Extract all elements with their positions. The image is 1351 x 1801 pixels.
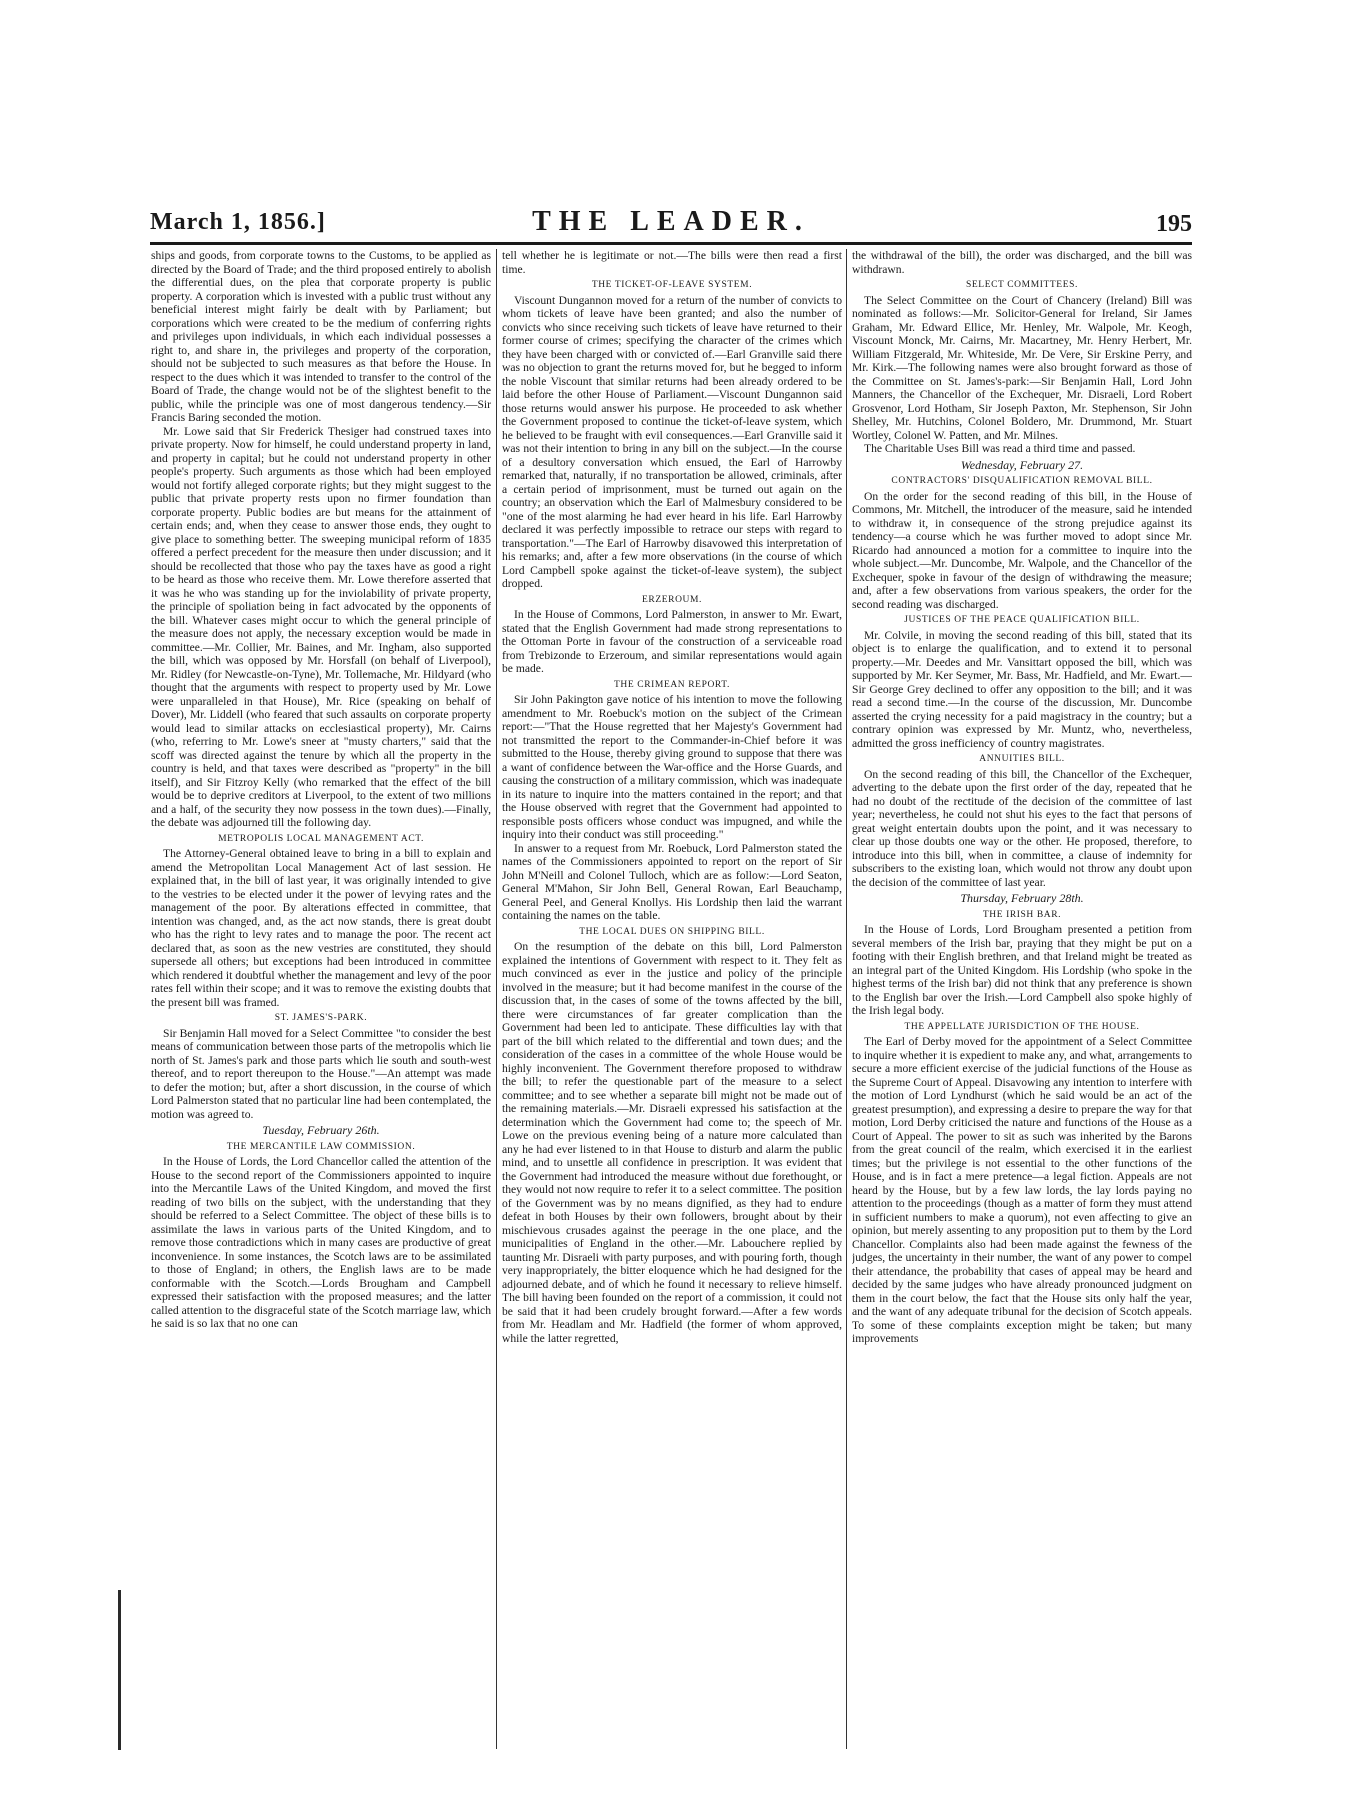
paragraph: In answer to a request from Mr. Roebuck, Lord Palmerston stated the names of the Commissioners appointed to report on the report of Sir John M'Neill and Colonel Tulloch, which are as follow:—Lord Seaton, General M'Mahon, Sir John Bell, General Rowan, Earl Beauchamp, General Peel, and General Knollys. His Lordship then laid the warrant containing the names on the table. [502,841,842,922]
section-heading: THE IRISH BAR. [982,909,1062,920]
newspaper-title: THE LEADER. [532,206,810,237]
paragraph: Mr. Colvile, in moving the second reading of this bill, stated that its object is to enlarge the qualification, and to extend it to personal property.—Mr. Deedes and Mr. Vansittart opposed the bill, which was supported by Mr. Ker Seymer, Mr. Bass, Mr. Hadfield, and Mr. Ewart.—Sir George Grey declined to offer any opposition to the bill; and it was read a second time.—In the course of the discussion, Mr. Duncombe asserted the crying necessity for a paid magistracy in the country; but a contrary opinion was expressed by Mr. Muntz, who, nevertheless, admitted the gross inefficiency of country magistrates. [852,628,1192,750]
column-2 [502,249,842,1749]
paragraph: In the House of Lords, Lord Brougham presented a petition from several members of the Irish bar, praying that they might be put on a footing with their English brethren, and that Ireland might be treated as an integral part of the United Kingdom. His Lordship (who spoke in the highest terms of the Irish bar) did not think that any preference is shown to the English bar over the Irish.—Lord Campbell also spoke highly of the Irish legal body. [852,923,1192,1017]
issue-date: March 1, 1856.] [150,209,326,235]
paragraph: Sir John Pakington gave notice of his intention to move the following amendment to Mr. Roebuck's motion on the subject of the Crimean report:—"That the House regretted that her Majesty's Government had not transmitted the report to the Commander-in-Chief before it was submitted to the House, thereby giving ground to suppose that there was a want of confidence between the War-office and the Horse Guards, and causing the construction of a military commission, which was inadequate in its nature to inquire into the matters contained in the report; and that the House observed with regret that the Government had appointed to responsible posts officers whose conduct was impugned, and while the inquiry into their conduct was still proceeding." [502,693,842,841]
paragraph: the withdrawal of the bill), the order was discharged, and the bill was withdrawn. [852,249,1192,276]
page-number: 195 [1156,211,1192,237]
column-divider [846,249,847,1749]
paragraph: In the House of Commons, Lord Palmerston, in answer to Mr. Ewart, stated that the English Government had made strong representations to the Ottoman Porte in favour of the construction of a serviceable road from Trebizonde to Erzeroum, and similar representations would again be made. [502,608,842,675]
paragraph: The Select Committee on the Court of Chancery (Ireland) Bill was nominated as follows:—Mr. Solicitor-General for Ireland, Sir James Graham, Mr. Edward Ellice, Mr. Henley, Mr. Walpole, Mr. Keogh, Viscount Monck, Mr. Cairns, Mr. Macartney, Mr. Henry Herbert, Mr. William Fitzgerald, Mr. Whiteside, Mr. De Vere, Sir Erskine Perry, and Mr. Kirk.—The following names were also brought forward as those of the Committee on St. James's-park:—Sir Benjamin Hall, Lord John Manners, the Chancellor of the Exchequer, Mr. Disraeli, Lord Robert Grosvenor, Lord Hotham, Sir Joseph Paxton, Mr. Stephenson, Sir John Shelley, Mr. Hutchins, Colonel Boldero, Mr. Drummond, Mr. Stuart Wortley, Colonel W. Patten, and Mr. Milnes. [852,293,1192,442]
section-heading: THE CRIMEAN REPORT. [614,679,730,690]
column-divider [496,249,497,1749]
paragraph: The Attorney-General obtained leave to bring in a bill to explain and amend the Metropolitan Local Management Act of last session. He explained that, in the bill of last year, it was originally intended to give to the vestries to be elected under it the power of levying rates and the management of the poor. By alterations effected in committee, that intention was changed, and, as the act now stands, there is great doubt who has the right to levy rates and to manage the poor. The recent act declared that, as soon as the new vestries are constituted, they should supersede all others; but exceptions had been introduced in committee which rendered it doubtful whether the management and levy of the poor rates fell within their scope; and it was to remove the existing doubts that the present bill was framed. [151,847,491,1009]
masthead-rule [150,242,1192,245]
margin-scan-mark [118,1590,121,1750]
section-heading: ANNUITIES BILL. [979,754,1065,764]
column-3 [852,249,1192,1749]
paragraph: Sir Benjamin Hall moved for a Select Committee "to consider the best means of communication between those parts of the metropolis which lie north of St. James's park and those parts which lie south and south-west thereof, and to report thereupon to the House."—An attempt was made to defer the motion; but, after a short discussion, in the course of which Lord Palmerston stated that no particular line had been contemplated, the motion was agreed to. [151,1026,491,1121]
section-heading: ERZEROUM. [641,594,703,605]
paragraph: ships and goods, from corporate towns to the Customs, to be applied as directed by the Board of Trade; and the third proposed entirely to abolish the differential dues, on the plea that corporate property is public property. A corporation which is invested with a public trust without any beneficial interest might fairly be dealt with by Parliament; but corporations which were created to be the medium of conferring rights and privileges upon individuals, in which each individual possesses a right to, and share in, the privileges and property of the corporation, should not be subjected to such measures as that before the House. In respect to the dues which it was intended to transfer to the control of the Board of Trade, the change would not be of the slightest benefit to the public, while the principle was one of most dangerous tendency.—Sir Francis Baring seconded the motion. [151,249,491,424]
paragraph: On the second reading of this bill, the Chancellor of the Exchequer, adverting to the debate upon the first order of the day, repeated that he had no doubt of the rectitude of the decision of the committee of last year; nevertheless, he could not shut his eyes to the fact that persons of great weight entertain doubts upon the point, and it was necessary to clear up those doubts one way or the other. He proposed, therefore, to introduce into this bill, when in committee, a clause of indemnity for subscribers to the existing loan, which would not throw any doubt upon the decision of the committee of last year. [852,767,1192,889]
section-heading: JUSTICES OF THE PEACE QUALIFICATION BILL. [904,615,1140,625]
paragraph: The Earl of Derby moved for the appointment of a Select Committee to inquire whether it is expedient to make any, and what, arrangements to secure a more efficient exercise of the judicial functions of the House as the Supreme Court of Appeal. Disavowing any intention to interfere with the motion of Lord Lyndhurst (which he said would be an act of the greatest presumption), and expressing a desire to prepare the way for that motion, Lord Derby criticised the nature and functions of the House as a Court of Appeal. The power to sit as such was inherited by the Barons from the great council of the realm, which exercised it in the earliest times; but the privilege is not essential to the other functions of the House, and is in fact a mere pretence—a legal fiction. Appeals are not heard by the House, but by a few law lords, the lay lords paying no attention to the proceedings (though as a matter of form they must attend in sufficient numbers to make a quorum), not even affecting to give an opinion, but merely assenting to any proposition put to them by the Lord Chancellor. Complaints also had been made against the fewness of the judges, the uncertainty in their number, the want of any power to compel their attendance, the probability that cases of appeal may be heard and decided by the same judges who have already pronounced judgment on them in the court below, the fact that the House sits only half the year, and the want of any adequate tribunal for the decision of Scotch appeals. To some of these complaints exception might be taken; but many improvements [852,1035,1192,1345]
paragraph: tell whether he is legitimate or not.—The bills were then read a first time. [502,249,842,276]
column-1 [151,249,491,1749]
section-heading: CONTRACTORS' DISQUALIFICATION REMOVAL BILL. [891,476,1153,486]
section-heading: THE LOCAL DUES ON SHIPPING BILL. [579,926,765,937]
paragraph: In the House of Lords, the Lord Chancellor called the attention of the House to the second report of the Commissioners appointed to inquire into the Mercantile Laws of the United Kingdom, and moved the first reading of two bills on the subject, with the understanding that they should be referred to a Select Committee. The object of these bills is to assimilate the laws in various parts of the United Kingdom, and to remove those contradictions which in many cases are productive of great inconvenience. In some instances, the Scotch laws are to be assimilated to those of England; in others, the English laws are to be made conformable with the Scotch.—Lords Brougham and Campbell expressed their satisfaction with the proposed measures; and the latter called attention to the disgraceful state of the Scotch marriage law, which he said is so lax that no one can [151,1155,491,1330]
date-heading: Tuesday, February 26th. [262,1123,380,1137]
paragraph: On the resumption of the debate on this bill, Lord Palmerston explained the intentions of Government with respect to it. They felt as much convinced as ever in the justice and policy of the principle involved in the measure; but it had become manifest in the course of the discussion that, in the cases of some of the towns affected by the bill, there were circumstances of far greater complication than the Government had been led to anticipate. These difficulties lay with that part of the bill which related to the differential and town dues; and the consideration of the cases in a committee of the whole House would be highly inconvenient. The Government therefore proposed to withdraw the bill; to refer the questionable part of the measure to a select committee; and to see whether a separate bill might not be made out of the remaining materials.—Mr. Disraeli expressed his satisfaction at the determination which the Government had come to; the speech of Mr. Lowe on the previous evening being of a nature more calculated than any he had ever listened to in that House to disturb and alarm the public mind, and to unsettle all confidence in prescription. It was evident that the Government had introduced the measure without due forethought, or they would not now require to refer it to a select committee. The position of the Government was by no means dignified, as they had to endure defeat in both Houses by their own followers, brought about by their mischievous crusades against the peerage in the one place, and the municipalities of England in the other.—Mr. Labouchere replied by taunting Mr. Disraeli with party purposes, and with pouring forth, though very inappropriately, the bitter eloquence which he had designed for the adjourned debate, and of which he found it necessary to relieve himself. The bill having been founded on the report of a commission, it could not be said that it had been crudely brought forward.—After a few words from Mr. Headlam and Mr. Hadfield (the former of whom approved, while the latter regretted, [502,940,842,1345]
paragraph: On the order for the second reading of this bill, in the House of Commons, Mr. Mitchell, the introducer of the measure, said he intended to withdraw it, in consequence of the strong prejudice against its tendency—a course which he was further moved to adopt since Mr. Ricardo had announced a motion for a committee to inquire into the whole subject.—Mr. Duncombe, Mr. Walpole, and the Chancellor of the Exchequer, spoke in favour of the design of withdrawing the measure; and, after a few observations from various speakers, the order for the second reading was discharged. [852,489,1192,611]
paragraph: Mr. Lowe said that Sir Frederick Thesiger had construed taxes into private property. Now for himself, he could understand property in land, and property in capital; but he could not understand property in other people's property. Such arguments as those which had been employed would not fortify alleged corporate rights; but they might suggest to the public that private property rests upon no firmer foundation than corporate property. Public bodies are but means for the attainment of certain ends; and, when they cease to answer those ends, they ought to give place to something better. The sweeping municipal reform of 1835 offered a perfect precedent for the measure then under discussion; and it should be recollected that those who pay the taxes have as good a right to be heard as those who receive them. Mr. Lowe therefore asserted that it was he who was standing up for the inviolability of private property, the principle of spoliation being in fact advocated by the opponents of the bill. Whatever cases might occur to which the general principle of the measure does not apply, the necessary exception would be made in committee.—Mr. Collier, Mr. Baines, and Mr. Ingham, also supported the bill, which was opposed by Mr. Horsfall (on behalf of Liverpool), Mr. Ridley (for Newcastle-on-Tyne), Mr. Tollemache, Mr. Hildyard (who thought that the arguments with respect to property used by Mr. Lowe were unparalleled in that House), Mr. Rice (speaking on behalf of Dover), Mr. Liddell (who feared that such assaults on corporate property would lead to similar attacks on ecclesiastical property), Mr. Cairns (who, referring to Mr. Lowe's sneer at "musty charters," said that the scoff was directed against the tenure by which all the property in the country is held, and that taxes were described as "property" in the bill itself), and Sir Fitzroy Kelly (who remarked that the effect of the bill would be to deprive creditors at Liverpool, to the extent of two millions and a half, of the security they now possess in the town dues).—Finally, the debate was adjourned till the following day. [151,424,491,829]
date-heading: Thursday, February 28th. [960,891,1084,905]
date-heading: Wednesday, February 27. [960,457,1084,472]
section-heading: THE MERCANTILE LAW COMMISSION. [226,1141,416,1152]
section-heading: METROPOLIS LOCAL MANAGEMENT ACT. [218,833,424,844]
section-heading: ST. JAMES'S-PARK. [274,1013,368,1023]
paragraph: The Charitable Uses Bill was read a third time and passed. [864,442,1136,455]
section-heading: THE APPELLATE JURISDICTION OF THE HOUSE. [904,1021,1140,1032]
section-heading: THE TICKET-OF-LEAVE SYSTEM. [591,280,753,290]
paragraph: Viscount Dungannon moved for a return of the number of convicts to whom tickets of leave have been granted; and also the number of convicts who since receiving such tickets of leave have returned to their former course of crimes; specifying the character of the crimes which they have been charged with or convicted of.—Earl Granville said there was no objection to grant the returns moved for, but he begged to inform the noble Viscount that similar returns had been already ordered to be laid before the other House of Parliament.—Viscount Dungannon said those returns would answer his purpose. He proceeded to ask whether the Government proposed to continue the ticket-of-leave system, which he believed to be fraught with evil consequences.—Earl Granville said it was not their intention to bring in any bill on the subject.—In the course of a desultory conversation which ensued, the Earl of Harrowby remarked that, naturally, if no transportation be allowed, criminals, after a certain period of imprisonment, must be turned out again on the country; an observation which the Earl of Malmesbury considered to be "one of the most alarming he had ever heard in his life. Earl Harrowby declared it was perfectly impossible to retrace our steps with regard to transportation."—The Earl of Harrowby disavowed this interpretation of his remarks; and, after a few more observations (in the course of which Lord Campbell spoke against the ticket-of-leave system), the subject dropped. [502,293,842,590]
masthead [150,200,1192,240]
section-heading: SELECT COMMITTEES. [966,280,1078,290]
